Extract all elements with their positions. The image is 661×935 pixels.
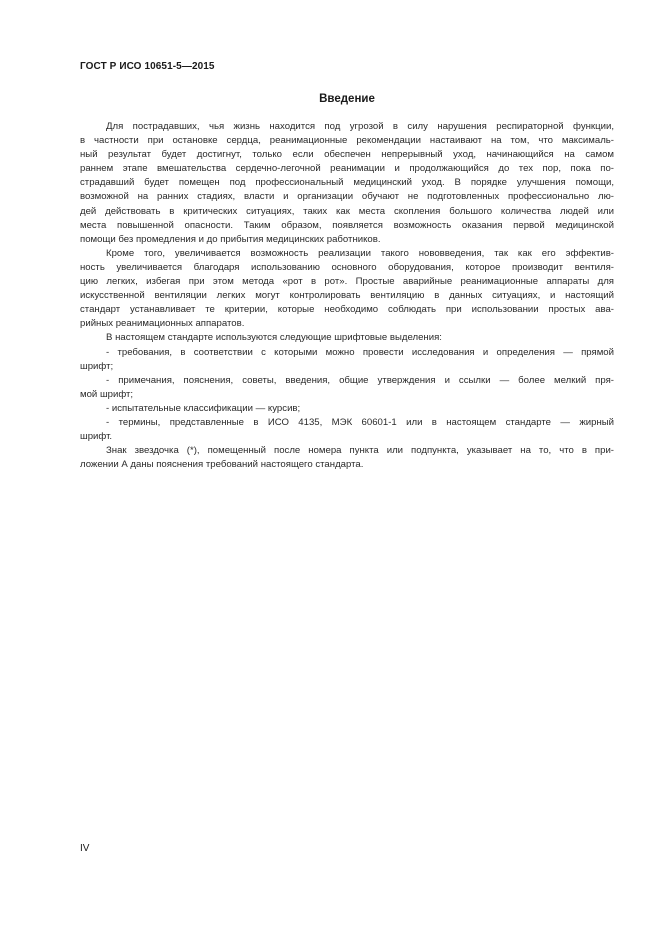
text-line: возможной на ранних стадиях, власти и организации обучают не подготовленных профессионально лю- [80, 191, 614, 203]
text-line: - примечания, пояснения, советы, введения, общие утверждения и ссылки — более мелкий пря- [106, 374, 614, 386]
text-line: рийных реанимационных аппаратов. [80, 318, 245, 330]
text-line: страдавший будет помещен под профессиональный медицинский уход. В порядке улучшения помощи, [80, 177, 614, 189]
text-line: цию легких, избегая при этом метода «рот в рот». Простые аварийные реанимационные аппараты для [80, 276, 614, 288]
text-line: стандарт устанавливает те критерии, которые необходимо соблюдать при использовании простых ава- [80, 304, 614, 316]
text-line: Для пострадавших, чья жизнь находится под угрозой в силу нарушения респираторной функции, [106, 121, 614, 132]
text-line: шрифт; [80, 360, 114, 372]
text-line: В настоящем стандарте используются следующие шрифтовые выделения: [106, 332, 442, 344]
text-line: раннем этапе вмешательства сердечно-легочной реанимации и продолжающийся до тех пор, пока по- [80, 163, 614, 175]
text-line: места повышенной опасности. Таким образом, появляется возможность оказания первой медицинской [80, 219, 614, 231]
text-line: искусственной вентиляции легких могут контролировать вентиляцию в данных ситуациях, и настоящий [80, 290, 614, 302]
text-line: шрифт. [80, 431, 113, 443]
text-line: дей действовать в критических ситуациях, таких как места скопления большого количества людей или [80, 205, 614, 217]
text-line: мой шрифт; [80, 388, 134, 400]
text-line: ложении А даны пояснения требований настоящего стандарта. [80, 459, 364, 471]
document-header: ГОСТ Р ИСО 10651-5—2015 [80, 61, 215, 72]
text-line: - испытательные классификации — курсив; [106, 402, 301, 414]
section-title: Введение [319, 93, 375, 105]
text-line: Знак звездочка (*), помещенный после номера пункта или подпункта, указывает на то, что в при- [106, 445, 614, 457]
page-number: IV [80, 843, 90, 854]
text-line: - требования, в соответствии с которыми можно провести исследования и определения — прямой [106, 346, 614, 358]
text-line: ность увеличивается благодаря использованию основного оборудования, которое производит вентиля- [80, 261, 614, 273]
text-line: в частности при остановке сердца, реанимационные рекомендации настаивают на том, что максималь- [80, 135, 614, 147]
body-text [80, 120, 614, 472]
text-line: Кроме того, увеличивается возможность реализации такого нововведения, так как его эффектив- [106, 247, 614, 259]
text-line: ный результат будет достигнут, только если обеспечен непрерывный уход, начинающийся на самом [80, 149, 614, 161]
text-line: помощи без промедления и до прибытия медицинских работников. [80, 233, 381, 245]
text-line: - термины, представленные в ИСО 4135, МЭК 60601-1 или в настоящем стандарте — жирный [106, 416, 614, 428]
